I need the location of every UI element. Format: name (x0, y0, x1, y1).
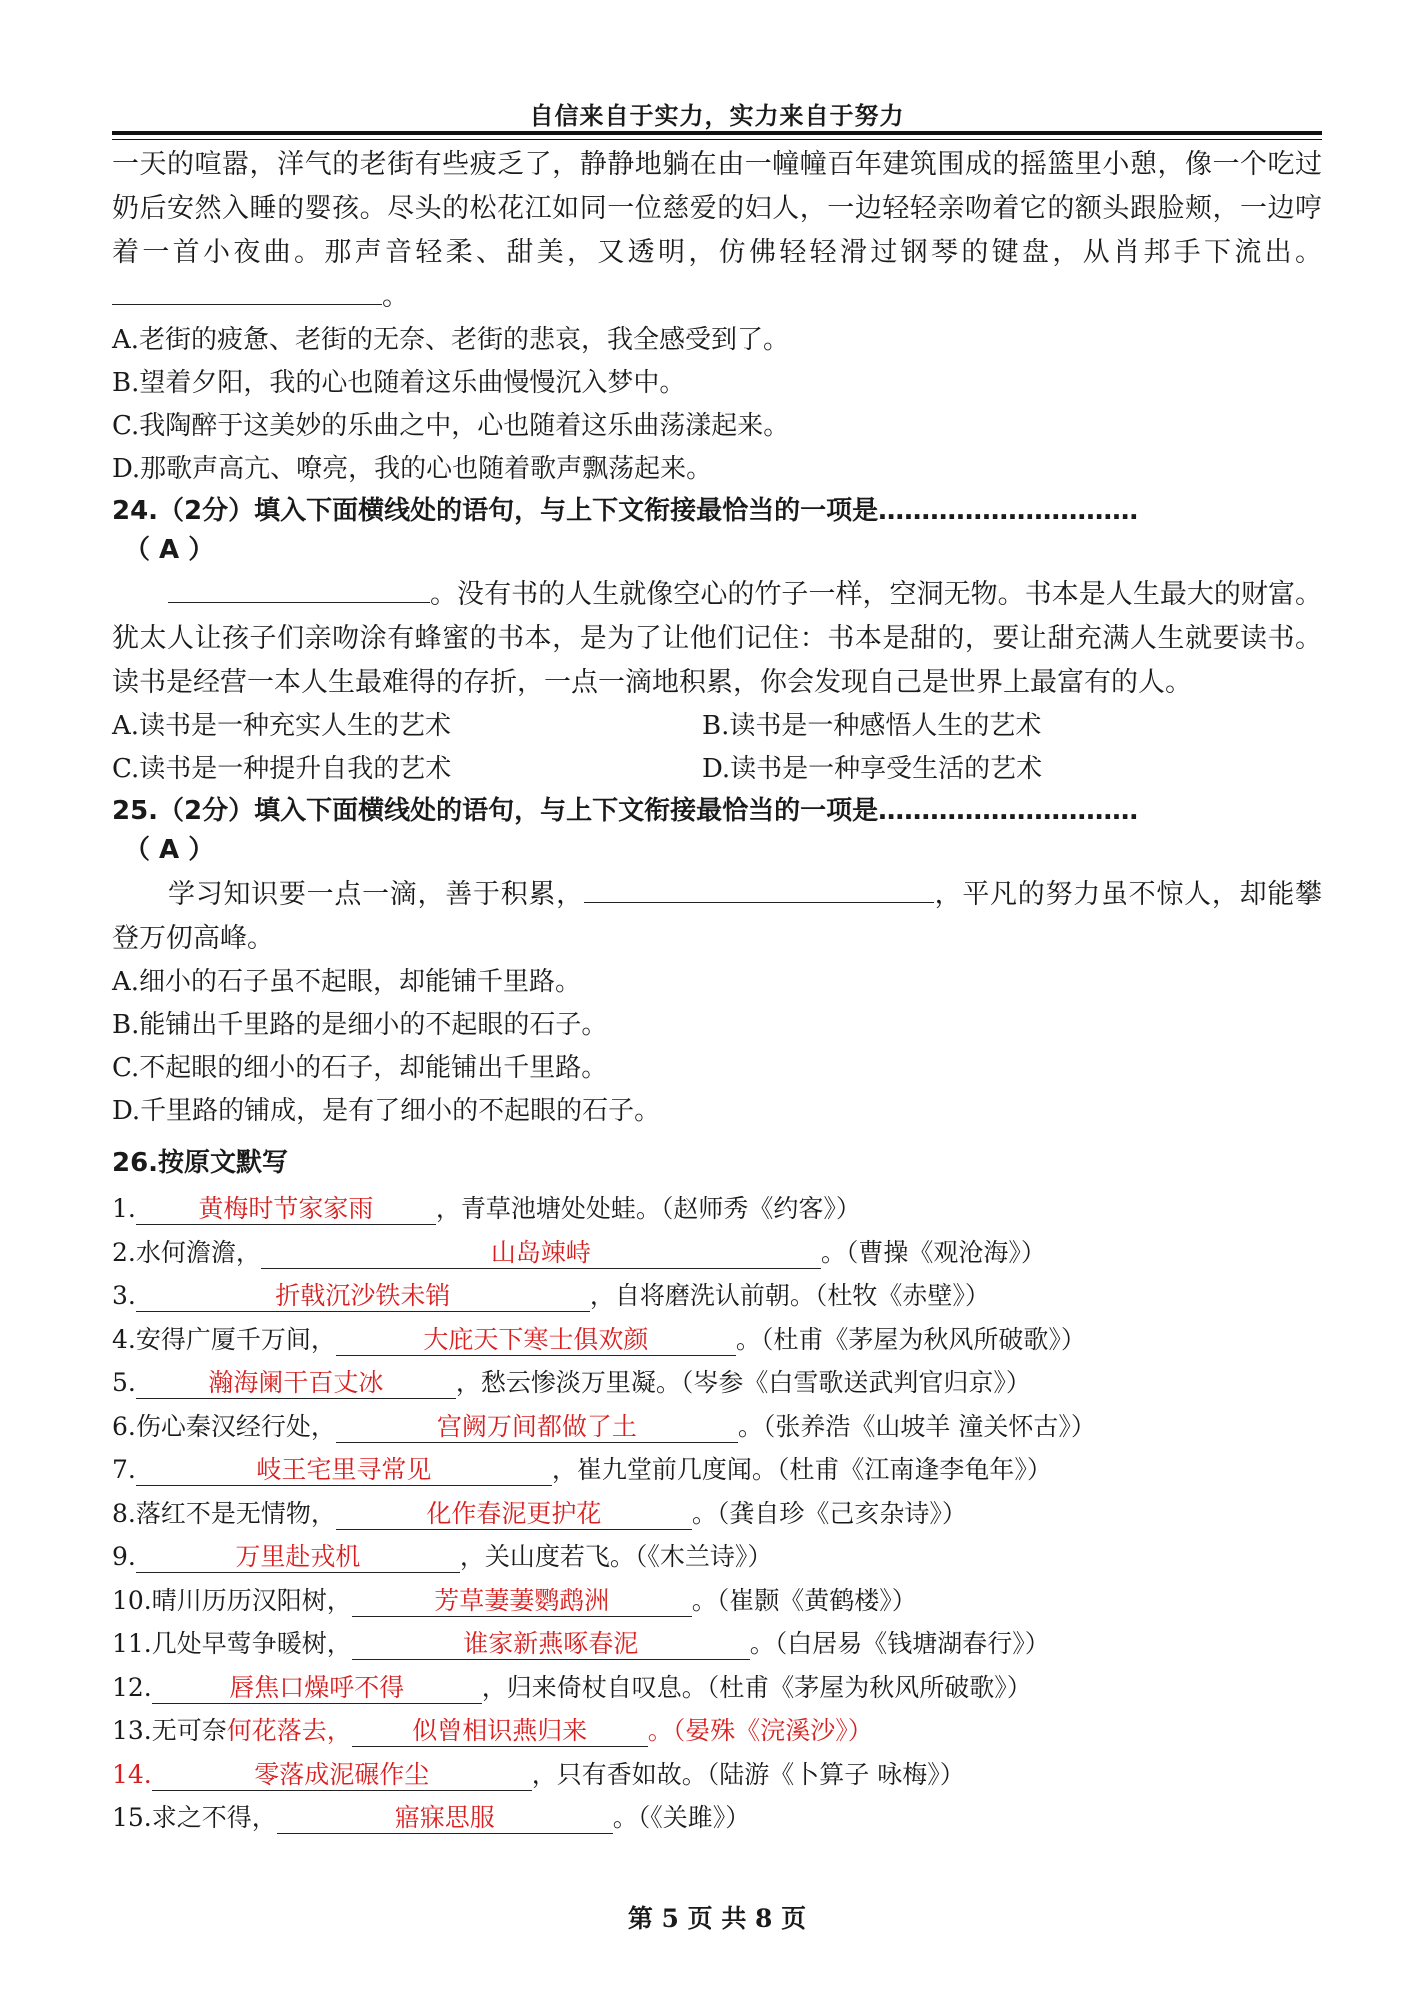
dictation-answer: 山岛竦峙 (261, 1238, 821, 1269)
q23-passage (112, 143, 1322, 319)
dictation-item: 12. 唇焦口燥呼不得 ，归来倚杖自叹息。（杜甫《茅屋为秋风所破歌》） (112, 1672, 1032, 1702)
dictation-answer: 大庇天下寒士俱欢颜 (336, 1325, 736, 1356)
dictation-item: 3. 折戟沉沙铁未销 ，自将磨洗认前朝。（杜牧《赤壁》） (112, 1281, 990, 1310)
q25-answer: （ A ） (124, 835, 215, 865)
q25-option-b: B.能铺出千里路的是细小的不起眼的石子。 (112, 1010, 608, 1040)
dictation-item: 5. 瀚海阑干百丈冰 ，愁云惨淡万里凝。（岑参《白雪歌送武判官归京》） (112, 1368, 1031, 1397)
dictation-answer: 瀚海阑干百丈冰 (136, 1368, 456, 1399)
q26-title: 26.按原文默写 (112, 1148, 289, 1178)
dictation-answer: 宫阙万间都做了土 (336, 1412, 738, 1443)
q25-option-a: A.细小的石子虽不起眼，却能铺千里路。 (112, 967, 582, 997)
dictation-item: 6.伤心秦汉经行处， 宫阙万间都做了土 。（张养浩《山坡羊 潼关怀古》） (112, 1411, 1096, 1441)
q23-passage-text: 一天的喧嚣，洋气的老街有些疲乏了，静静地躺在由一幢幢百年建筑围成的摇篮里小憩，像一个吃过奶后安然入睡的婴孩。尽头的松花江如同一位慈爱的妇人，一边轻轻亲吻着它的额头跟脸颊，一边哼着一首小夜曲。那声音轻柔、甜美，又透明，仿佛轻轻滑过钢琴的键盘，从肖邦手下流出。 (112, 149, 1322, 268)
dictation-item: 13.无可奈何花落去， 似曾相识燕归来 。（晏殊《浣溪沙》） (112, 1716, 873, 1745)
q24-answer: （ A ） (124, 535, 215, 565)
dictation-answer: 万里赴戎机 (136, 1542, 460, 1573)
exam-page (112, 0, 1322, 2016)
dictation-item: 15.求之不得， 寤寐思服 。（《关雎》） (112, 1803, 751, 1832)
q24-option-d: D.读书是一种享受生活的艺术 (702, 754, 1043, 784)
q24-passage (112, 573, 1322, 705)
dictation-item: 9. 万里赴戎机 ，关山度若飞。（《木兰诗》） (112, 1542, 773, 1571)
q23-answer-blank (112, 276, 382, 305)
q25-option-c: C.不起眼的细小的石子，却能铺出千里路。 (112, 1053, 608, 1083)
dictation-answer: 似曾相识燕归来 (352, 1716, 648, 1747)
dictation-answer: 零落成泥碾作尘 (152, 1760, 532, 1791)
dictation-answer: 黄梅时节家家雨 (136, 1194, 436, 1225)
q23-option-b: B.望着夕阳，我的心也随着这乐曲慢慢沉入梦中。 (112, 368, 686, 398)
q24-options-row-1 (112, 705, 1322, 748)
header-rule-thick (112, 131, 1322, 135)
dictation-answer: 岐王宅里寻常见 (136, 1455, 552, 1486)
q25-passage-before: 学习知识要一点一滴，善于积累， (168, 879, 584, 910)
dictation-item: 8.落红不是无情物， 化作春泥更护花 。（龚自珍《己亥杂诗》） (112, 1498, 967, 1528)
q25-stem: 25.（2分）填入下面横线处的语句，与上下文衔接最恰当的一项是………………………… (112, 796, 1139, 826)
dictation-answer: 唇焦口燥呼不得 (152, 1673, 482, 1704)
q24-option-c: C.读书是一种提升自我的艺术 (112, 754, 452, 784)
q23-option-d: D.那歌声高亢、嘹亮，我的心也随着歌声飘荡起来。 (112, 454, 713, 484)
dictation-answer: 芳草萋萋鹦鹉洲 (352, 1586, 692, 1617)
dictation-answer: 折戟沉沙铁未销 (136, 1281, 590, 1312)
header-rule-thin (112, 139, 1322, 140)
q23-option-a: A.老街的疲惫、老街的无奈、老街的悲哀，我全感受到了。 (112, 325, 790, 355)
q25-passage-after: ，平凡的努力虽不惊人，却能攀登万仞高峰。 (112, 879, 1323, 954)
q24-answer-blank (168, 574, 430, 603)
q25-answer-blank (584, 874, 934, 903)
q25-option-d: D.千里路的铺成，是有了细小的不起眼的石子。 (112, 1096, 661, 1126)
page-header-motto: 自信来自于实力，实力来自于努力 (529, 101, 905, 130)
dictation-answer: 化作春泥更护花 (336, 1499, 692, 1530)
q23-option-c: C.我陶醉于这美妙的乐曲之中，心也随着这乐曲荡漾起来。 (112, 411, 790, 441)
dictation-answer: 谁家新燕啄春泥 (352, 1629, 750, 1660)
q24-options-row-2 (112, 748, 1322, 791)
q24-passage-text: 。没有书的人生就像空心的竹子一样，空洞无物。书本是人生最大的财富。犹太人让孩子们亲吻涂有蜂蜜的书本，是为了让他们记住：书本是甜的，要让甜充满人生就要读书。读书是经营一本人生最难得的存折，一点一滴地积累，你会发现自己是世界上最富有的人。 (112, 579, 1322, 698)
q25-passage (112, 873, 1322, 961)
dictation-item: 2.水何澹澹， 山岛竦峙 。（曹操《观沧海》） (112, 1237, 1046, 1267)
q23-blank-end: 。 (382, 281, 409, 312)
page-number-footer: 第 5 页 共 8 页 (627, 1904, 807, 1933)
dictation-item: 10.晴川历历汉阳树， 芳草萋萋鹦鹉洲 。（崔颢《黄鹤楼》） (112, 1585, 917, 1615)
dictation-item: 11.几处早莺争暖树， 谁家新燕啄春泥 。（白居易《钱塘湖春行》） (112, 1629, 1050, 1658)
dictation-item: 7. 岐王宅里寻常见 ，崔九堂前几度闻。（杜甫《江南逢李龟年》） (112, 1455, 1052, 1484)
dictation-answer: 寤寐思服 (277, 1803, 613, 1834)
dictation-item: 14. 零落成泥碾作尘 ，只有香如故。（陆游《卜算子 咏梅》） (112, 1759, 965, 1789)
dictation-item: 1. 黄梅时节家家雨 ，青草池塘处处蛙。（赵师秀《约客》） (112, 1194, 861, 1223)
q24-option-a: A.读书是一种充实人生的艺术 (112, 711, 452, 741)
q24-stem: 24.（2分）填入下面横线处的语句，与上下文衔接最恰当的一项是………………………… (112, 496, 1139, 526)
page-body (112, 143, 1322, 1840)
dictation-item: 4.安得广厦千万间， 大庇天下寒士俱欢颜 。（杜甫《茅屋为秋风所破歌》） (112, 1324, 1086, 1354)
q24-option-b: B.读书是一种感悟人生的艺术 (702, 711, 1042, 741)
